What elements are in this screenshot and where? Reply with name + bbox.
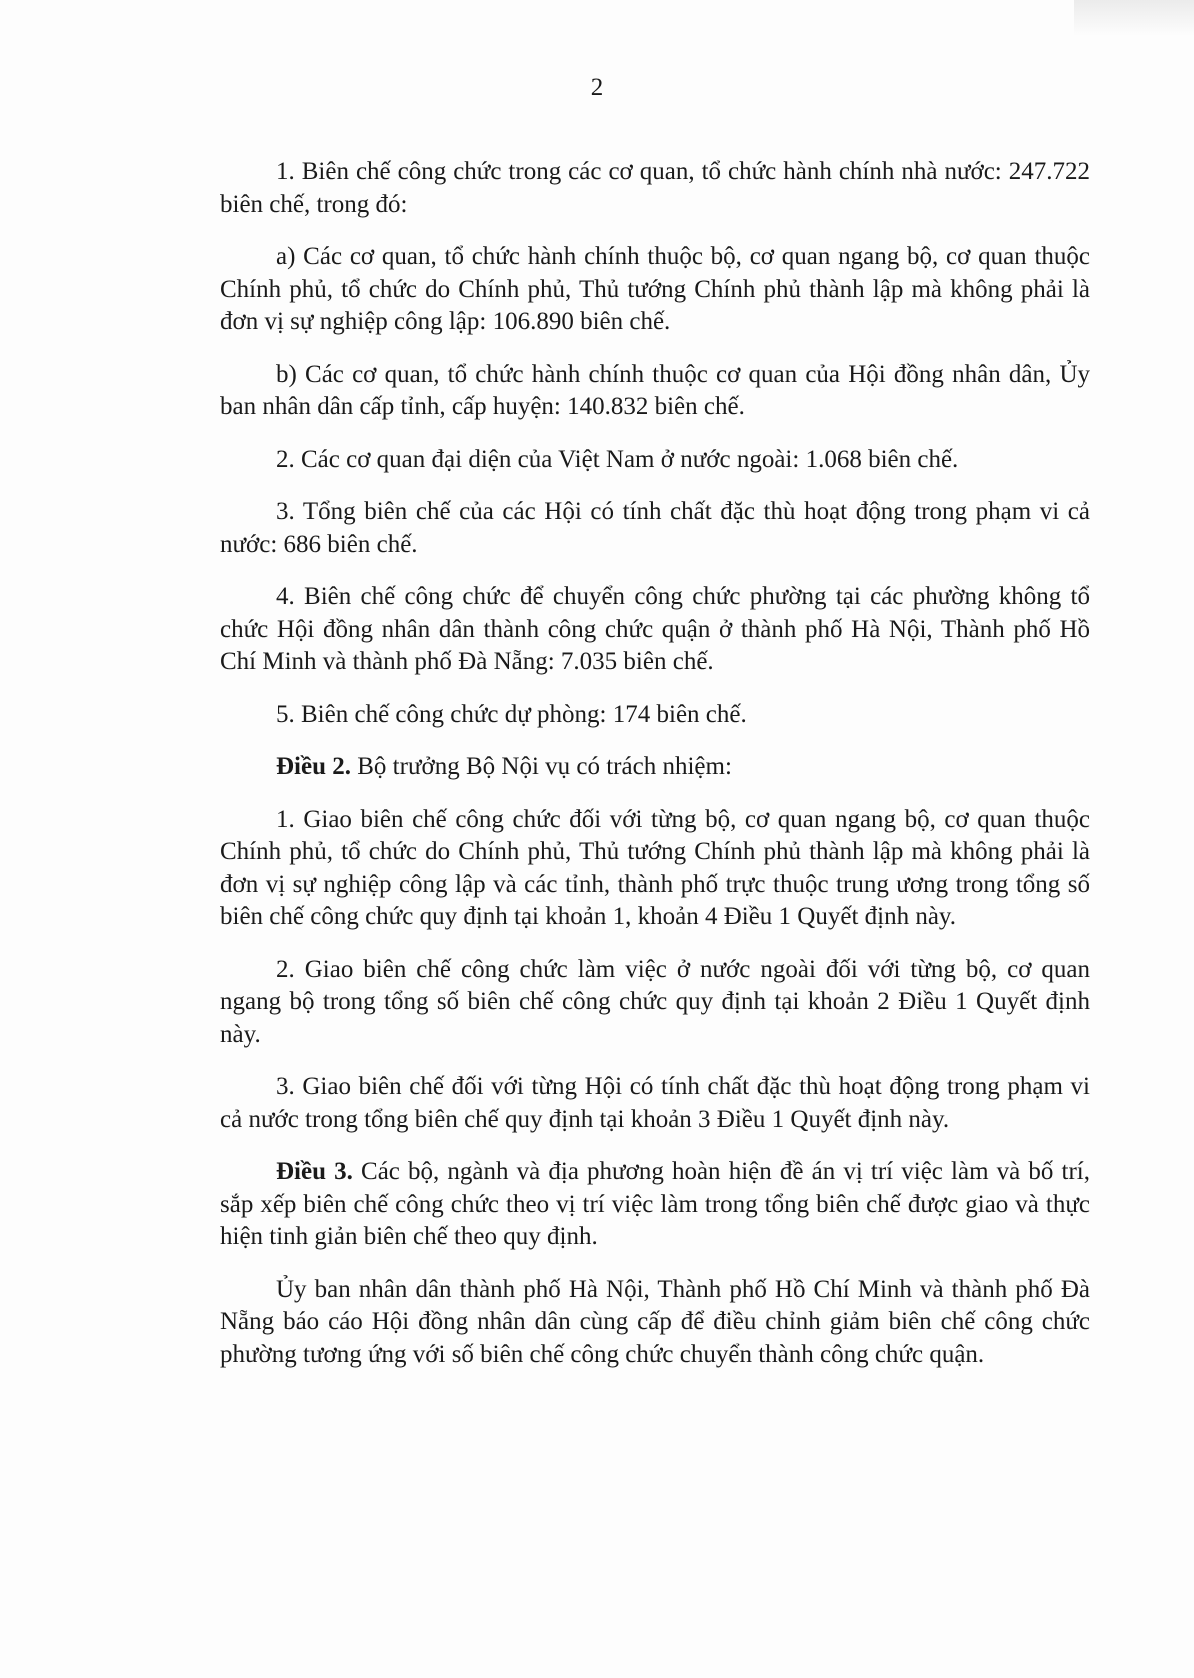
paragraph-2: 2. Các cơ quan đại diện của Việt Nam ở nước ngoài: 1.068 biên chế. [276, 445, 959, 473]
article-2-item-2: 2. Giao biên chế công chức làm việc ở nước ngoài đối với từng bộ, cơ quan ngang bộ trong tổng số biên chế công chức quy định tại khoản 2 Điều 1 Quyết định này. [220, 955, 1090, 1048]
scan-shadow [1074, 0, 1194, 36]
article-2-heading [220, 751, 1090, 784]
paragraph-3: 3. Tổng biên chế của các Hội có tính chất đặc thù hoạt động trong phạm vi cả nước: 686 biên chế. [220, 498, 1090, 558]
article-2-text: Bộ trưởng Bộ Nội vụ có trách nhiệm: [351, 753, 732, 780]
page-number: 2 [590, 74, 604, 101]
paragraph-1: 1. Biên chế công chức trong các cơ quan, tổ chức hành chính nhà nước: 247.722 biên chế, trong đó: [220, 158, 1090, 218]
article-3-paragraph-2: Ủy ban nhân dân thành phố Hà Nội, Thành phố Hồ Chí Minh và thành phố Đà Nẵng báo cáo Hội đồng nhân dân cùng cấp để điều chỉnh giảm biên chế công chức phường tương ứng với số biên chế công chức chuyển thành công chức quận. [220, 1275, 1090, 1368]
paragraph-1b: b) Các cơ quan, tổ chức hành chính thuộc cơ quan của Hội đồng nhân dân, Ủy ban nhân dân cấp tỉnh, cấp huyện: 140.832 biên chế. [220, 360, 1090, 420]
paragraph-1a: a) Các cơ quan, tổ chức hành chính thuộc bộ, cơ quan ngang bộ, cơ quan thuộc Chính phủ, tổ chức do Chính phủ, Thủ tướng Chính phủ thành lập mà không phải là đơn vị sự nghiệp công lập: 106.890 biên chế. [220, 243, 1090, 335]
article-2-item-1: 1. Giao biên chế công chức đối với từng bộ, cơ quan ngang bộ, cơ quan thuộc Chính phủ, tổ chức do Chính phủ, Thủ tướng Chính phủ thành lập mà không phải là đơn vị sự nghiệp công lập và các tỉnh, thành phố trực thuộc trung ương trong tổng số biên chế công chức quy định tại khoản 1, khoản 4 Điều 1 Quyết định này. [220, 805, 1090, 930]
article-3-text: Các bộ, ngành và địa phương hoàn hiện đề án vị trí việc làm và bố trí, sắp xếp biên chế công chức theo vị trí việc làm trong tổng biên chế được giao và thực hiện tinh giản biên chế theo quy định. [220, 1158, 1090, 1250]
document-body [220, 156, 1090, 1391]
article-2-item-3: 3. Giao biên chế đối với từng Hội có tính chất đặc thù hoạt động trong phạm vi cả nước trong tổng biên chế quy định tại khoản 3 Điều 1 Quyết định này. [220, 1073, 1090, 1133]
paragraph-4: 4. Biên chế công chức để chuyển công chức phường tại các phường không tổ chức Hội đồng nhân dân thành công chức quận ở thành phố Hà Nội, Thành phố Hồ Chí Minh và thành phố Đà Nẵng: 7.035 biên chế. [220, 583, 1090, 675]
paragraph-5: 5. Biên chế công chức dự phòng: 174 biên chế. [276, 700, 747, 728]
article-3-label: Điều 3. [276, 1158, 353, 1185]
article-3-heading [220, 1156, 1090, 1254]
article-2-label: Điều 2. [276, 753, 351, 780]
